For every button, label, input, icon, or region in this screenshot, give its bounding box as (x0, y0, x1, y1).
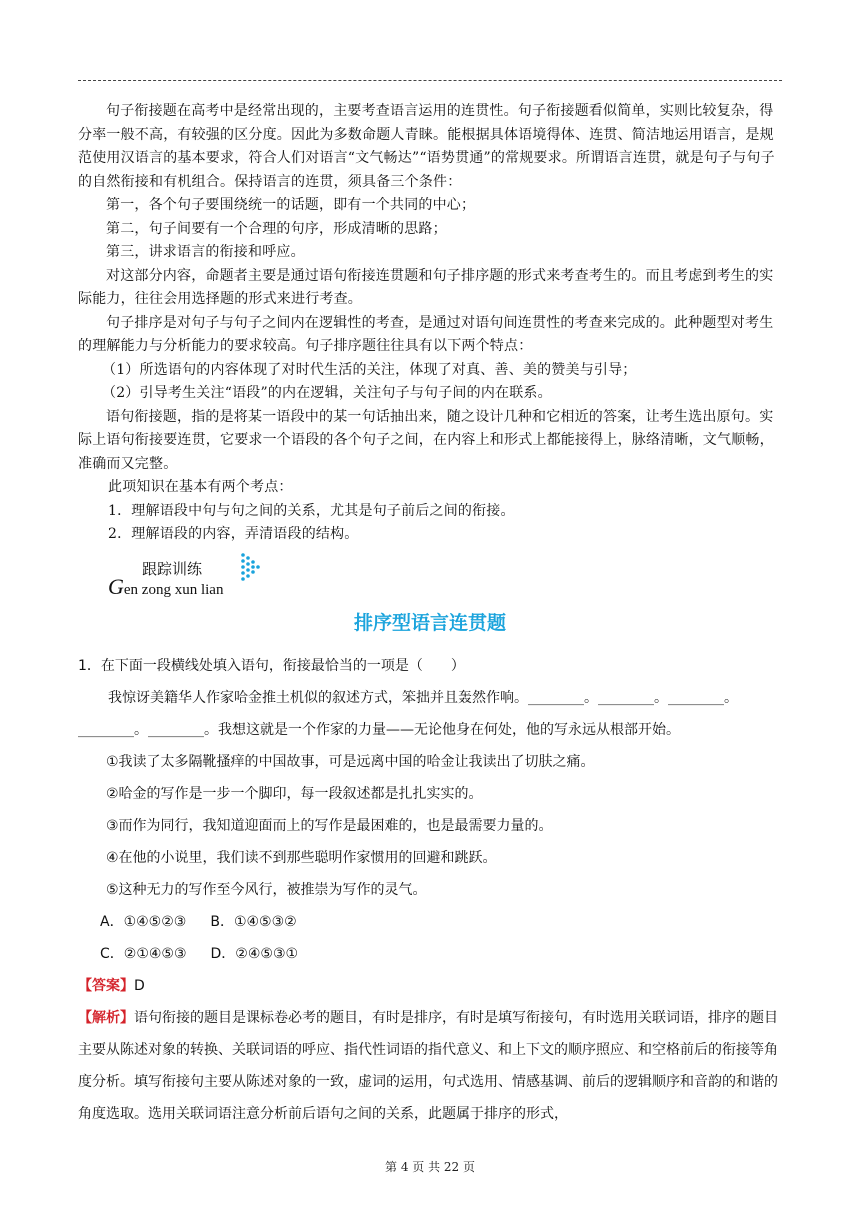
answer-value: D (134, 978, 145, 994)
feature-1: （1）所选语句的内容体现了对时代生活的关注，体现了对真、善、美的赞美与引导； (102, 361, 637, 378)
sentence-1: ①我读了太多隔靴搔痒的中国故事，可是远离中国的哈金让我读出了切肤之痛。 (106, 754, 595, 770)
analysis-paragraph (78, 1002, 784, 1130)
question-stem: 1．在下面一段横线处填入语句，衔接最恰当的一项是（ ） (78, 658, 465, 674)
sentence-5: ⑤这种无力的写作至今风行，被推崇为写作的灵气。 (106, 882, 427, 898)
feature-2: （2）引导考生关注“语段”的内在逻辑，关注句子与句子间的内在联系。 (102, 385, 552, 401)
header-divider (78, 80, 782, 81)
sentence-2: ②哈金的写作是一步一个脚印，每一段叙述都是扎扎实实的。 (106, 786, 483, 802)
tracking-practice-pinyin (108, 574, 223, 600)
intro-paragraph-4: 语句衔接题，指的是将某一语段中的某一句话抽出来，随之设计几种和它相近的答案，让考生选出原句。实际上语句衔接要连贯，它要求一个语段的各个句子之间，在内容上和形式上都能接得上，脉络清晰，文气顺畅，准确而又完整。 (78, 408, 774, 472)
intro-paragraph-5: 此项知识在基本有两个考点： (108, 479, 293, 495)
tracking-practice-banner (108, 552, 268, 599)
condition-2: 第二，句子间要有一个合理的句序，形成清晰的思路； (106, 220, 447, 237)
intro-paragraph-2: 对这部分内容，命题者主要是通过语句衔接连贯题和句子排序题的形式来考查考生的。而且考虑到考生的实际能力，往往会用选择题的形式来进行考查。 (78, 267, 774, 307)
dotted-arrow-icon (240, 552, 260, 582)
answer-line (78, 970, 784, 1002)
question-1 (78, 650, 784, 1130)
option-c[interactable]: C．②①④⑤③ (100, 946, 187, 962)
sentence-3: ③而作为同行，我知道迎面而上的写作是最困难的，也是最需要力量的。 (106, 818, 553, 834)
option-a[interactable]: A．①④⑤②③ (100, 914, 187, 930)
pinyin-initial: G (108, 574, 124, 599)
analysis-tag: 【解析】 (78, 1010, 134, 1026)
point-1: 1．理解语段中句与句之间的关系，尤其是句子前后之间的衔接。 (108, 502, 515, 519)
condition-1: 第一，各个句子要围绕统一的话题，即有一个共同的中心； (106, 197, 476, 213)
option-d[interactable]: D．②④⑤③① (210, 946, 299, 962)
intro-paragraph-1: 句子衔接题在高考中是经常出现的，主要考查语言运用的连贯性。句子衔接题看似简单，实则比较复杂，得分率一般不高，有较强的区分度。因此为多数命题人青睐。能根据具体语境得体、连贯、简洁地运用语言，是规范使用汉语言的基本要求，符合人们对语言“文气畅达”“语势贯通”的常规要求。所谓语言连贯，就是句子与句子的自然衔接和有机组合。保持语言的连贯，须具备三个条件： (78, 103, 775, 190)
section-title: 排序型语言连贯题 (353, 612, 506, 634)
option-b[interactable]: B．①④⑤③② (210, 914, 297, 930)
options-row-2 (78, 938, 784, 970)
tracking-practice-chinese: 跟踪训练 (142, 562, 203, 578)
intro-text (78, 100, 784, 547)
pinyin-rest: en zong xun lian (123, 582, 224, 598)
condition-3: 第三，讲求语言的衔接和呼应。 (106, 244, 305, 260)
options-row-1 (78, 906, 784, 938)
analysis-text: 语句衔接的题目是课标卷必考的题目，有时是排序，有时是填写衔接句，有时选用关联词语，排序的题目主要从陈述对象的转换、关联词语的呼应、指代性词语的指代意义、和上下文的顺序照应、和空格前后的衔接等角度分析。填写衔接句主要从陈述对象的一致，虚词的运用，句式选用、情感基调、前后的逻辑顺序和音韵的和谐的角度选取。选用关联词语注意分析前后语句之间的关系，此题属于排序的形式， (78, 1010, 778, 1122)
answer-tag: 【答案】 (78, 978, 134, 994)
question-passage: 我惊讶美籍华人作家哈金推土机似的叙述方式，笨拙并且轰然作响。________。________。________。________。________。我想这就是一个作家的力量——无论他身在何处，他的写永远从根部开始。 (78, 690, 738, 738)
page-footer: 第 4 页 共 22 页 (385, 1160, 475, 1174)
sentence-4: ④在他的小说里，我们读不到那些聪明作家惯用的回避和跳跃。 (106, 850, 497, 866)
point-2: 2．理解语段的内容，弄清语段的结构。 (108, 526, 359, 542)
intro-paragraph-3: 句子排序是对句子与句子之间内在逻辑性的考查，是通过对语句间连贯性的考查来完成的。此种题型对考生的理解能力与分析能力的要求较高。句子排序题往往具有以下两个特点： (78, 314, 774, 354)
